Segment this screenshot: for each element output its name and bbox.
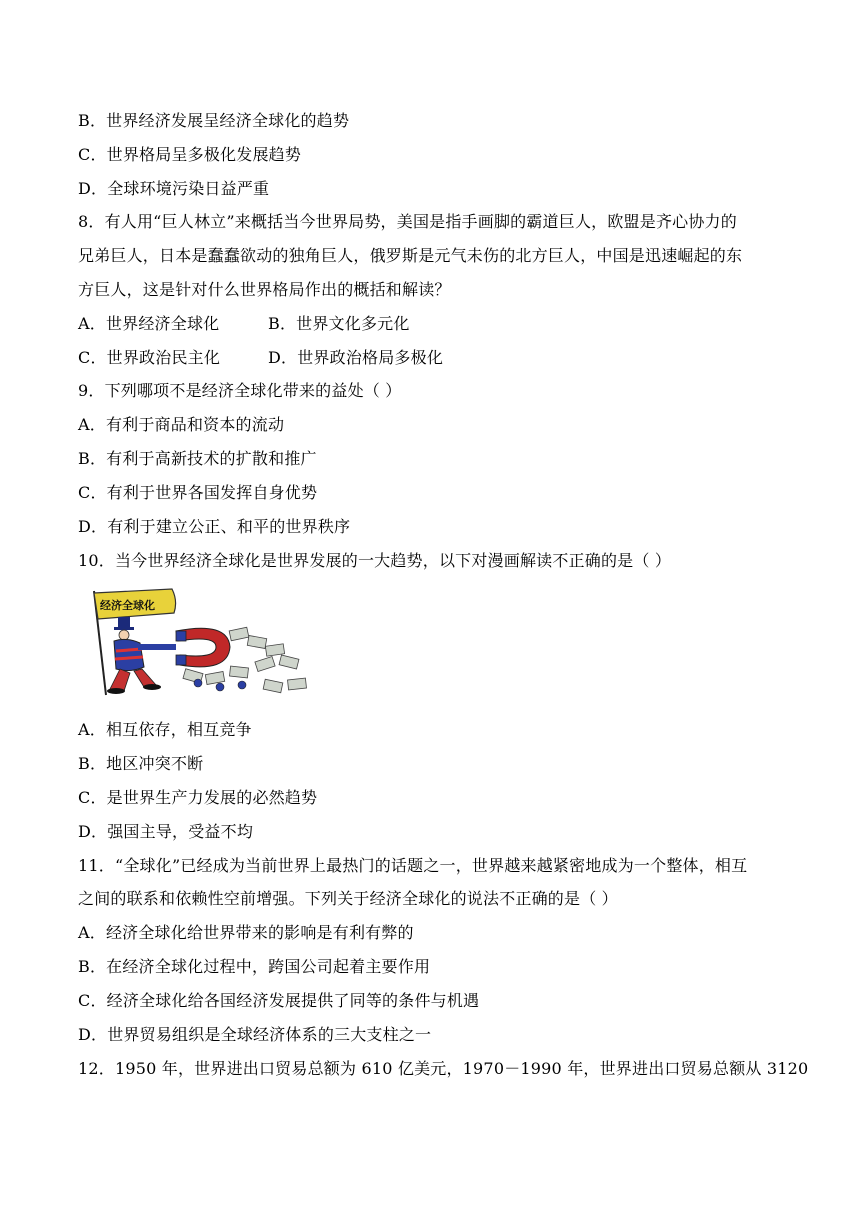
q9-option-d: D．有利于建立公正、和平的世界秩序 [78,517,351,536]
q12-stem: 12．1950 年，世界进出口贸易总额为 610 亿美元，1970－1990 年，世界进出口贸易总额从 3120 [78,1059,809,1078]
q9-option-b: B．有利于高新技术的扩散和推广 [78,449,317,468]
q11-option-b: B．在经济全球化过程中，跨国公司起着主要作用 [78,957,431,976]
q9-stem: 9．下列哪项不是经济全球化带来的益处（ ） [78,381,402,400]
q10-option-d: D．强国主导，受益不均 [78,822,254,841]
q8-options-row-1 [78,314,788,334]
q11-option-a: A．经济全球化给世界带来的影响是有利有弊的 [78,923,414,942]
q7-option-d: D．全球环境污染日益严重 [78,179,270,198]
q7-option-c: C．世界格局呈多极化发展趋势 [78,145,302,164]
q8-stem-line-1: 8．有人用“巨人林立”来概括当今世界局势，美国是指手画脚的霸道巨人，欧盟是齐心协力的 [78,212,737,231]
q10-stem: 10．当今世界经济全球化是世界发展的一大趋势，以下对漫画解读不正确的是（ ） [78,551,672,570]
q10-option-b: B．地区冲突不断 [78,754,204,773]
q11-stem-line-2: 之间的联系和依赖性空前增强。下列关于经济全球化的说法不正确的是（ ） [78,889,618,908]
q8-option-c: C．世界政治民主化 [78,348,221,367]
q11-stem-line-1: 11．“全球化”已经成为当前世界上最热门的话题之一，世界越来越紧密地成为一个整体，相互 [78,856,748,875]
q11-option-c: C．经济全球化给各国经济发展提供了同等的条件与机遇 [78,991,480,1010]
q10-option-c: C．是世界生产力发展的必然趋势 [78,788,318,807]
q8-stem-line-3: 方巨人，这是针对什么世界格局作出的概括和解读？ [78,280,451,299]
flag-text: 经济全球化 [100,599,155,612]
q10-option-a: A．相互依存，相互竞争 [78,720,252,739]
q8-options-row-2 [78,348,788,368]
q8-option-b: B．世界文化多元化 [268,314,410,333]
q8-option-d: D．世界政治格局多极化 [268,348,444,367]
q8-stem-line-2: 兄弟巨人，日本是蠢蠢欲动的独角巨人，俄罗斯是元气未伤的北方巨人，中国是迅速崛起的东 [78,246,743,265]
globalization-cartoon [80,585,312,703]
q8-option-a: A．世界经济全球化 [78,314,220,333]
q9-option-c: C．有利于世界各国发挥自身优势 [78,483,318,502]
q7-option-b: B．世界经济发展呈经济全球化的趋势 [78,111,350,130]
q11-option-d: D．世界贸易组织是全球经济体系的三大支柱之一 [78,1025,432,1044]
q9-option-a: A．有利于商品和资本的流动 [78,415,285,434]
